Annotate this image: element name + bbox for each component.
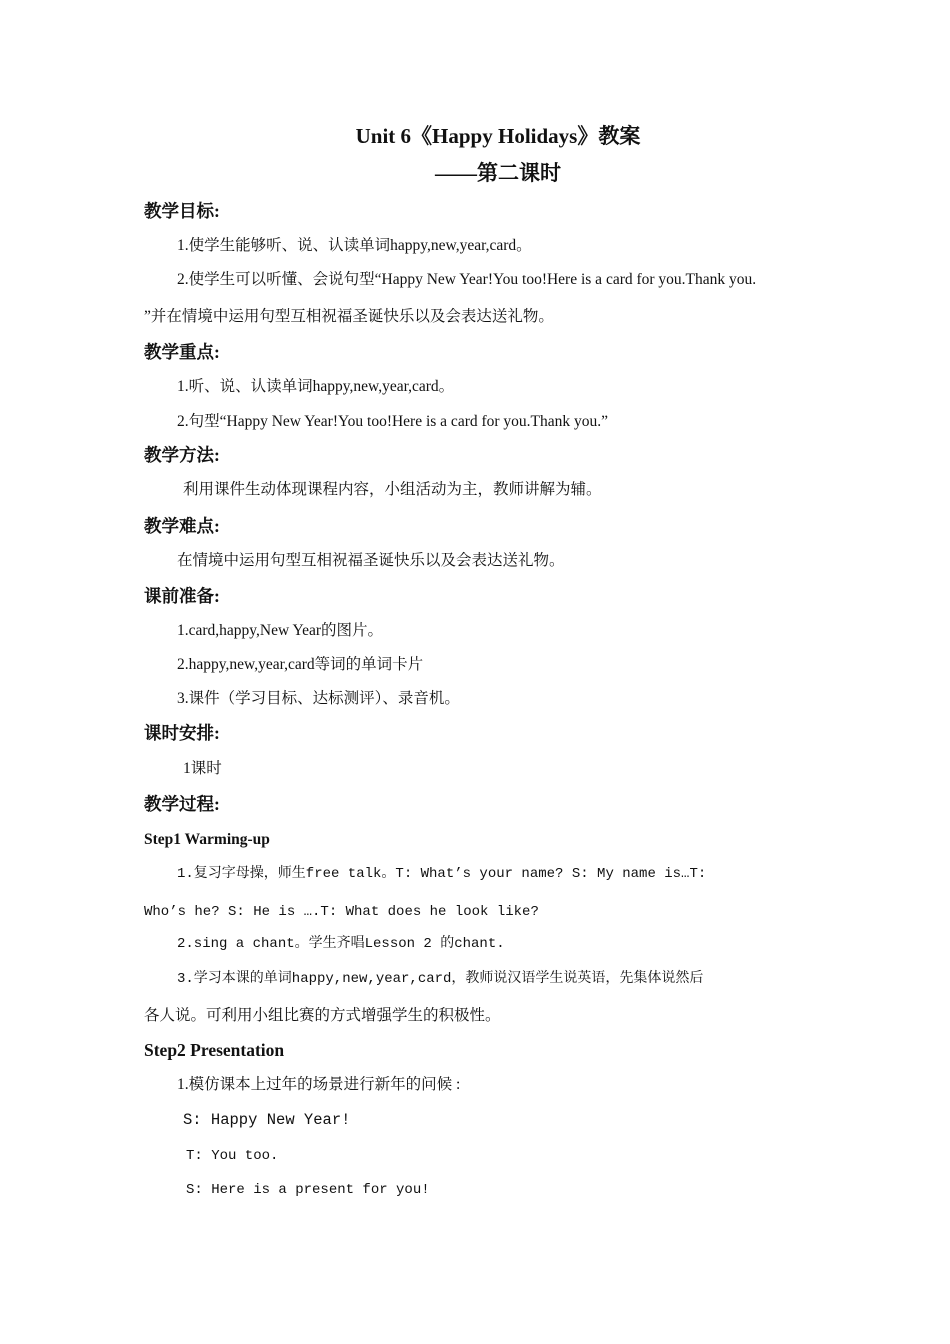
step2-title: Step2 Presentation [144, 1040, 285, 1060]
preparation-heading: 课前准备: [144, 586, 220, 606]
step1-item-1-cont: Who’s he? S: He is ….T: What does he look like? [144, 904, 539, 920]
step1-item-3: 3.学习本课的单词happy,new,year,card，教师说汉语学生说英语，先集体说然后 [177, 971, 704, 987]
key-points-heading: 教学重点: [144, 342, 220, 362]
objective-item-2-cont: ”并在情境中运用句型互相祝福圣诞快乐以及会表达送礼物。 [144, 308, 554, 325]
step2-item-1: 1.模仿课本上过年的场景进行新年的问候 : [177, 1076, 461, 1093]
dialog-line-2: T: You too. [186, 1148, 279, 1164]
difficulties-text: 在情境中运用句型互相祝福圣诞快乐以及会表达送礼物。 [177, 552, 565, 569]
methods-heading: 教学方法: [144, 445, 220, 465]
step1-title: Step1 Warming-up [144, 831, 270, 848]
document-subtitle: ——第二课时 [435, 161, 561, 185]
schedule-heading: 课时安排: [144, 723, 220, 743]
step1-item-1: 1.复习字母操，师生free talk。T: What’s your name? S: My name is…T: [177, 866, 707, 882]
process-heading: 教学过程: [144, 794, 220, 814]
preparation-item-2: 2.happy,new,year,card等词的单词卡片 [177, 656, 424, 673]
step1-item-2: 2.sing a chant。学生齐唱Lesson 2 的chant. [177, 936, 505, 952]
objective-item-2: 2.使学生可以听懂、会说句型“Happy New Year!You too!Here is a card for you.Thank you. [177, 271, 757, 288]
document-title: Unit 6《Happy Holidays》教案 [355, 124, 641, 148]
schedule-text: 1课时 [183, 760, 222, 777]
dialog-line-3: S: Here is a present for you! [186, 1182, 430, 1198]
key-point-item-1: 1.听、说、认读单词happy,new,year,card。 [177, 378, 455, 395]
key-point-item-2: 2.句型“Happy New Year!You too!Here is a card for you.Thank you.” [177, 413, 609, 430]
step1-item-3-cont: 各人说。可利用小组比赛的方式增强学生的积极性。 [144, 1007, 501, 1024]
objective-item-1: 1.使学生能够听、说、认读单词happy,new,year,card。 [177, 237, 532, 254]
dialog-line-1: S: Happy New Year! [183, 1111, 351, 1129]
preparation-item-3: 3.课件（学习目标、达标测评）、录音机。 [177, 690, 460, 707]
preparation-item-1: 1.card,happy,New Year的图片。 [177, 622, 384, 639]
difficulties-heading: 教学难点: [144, 516, 220, 536]
methods-text: 利用课件生动体现课程内容，小组活动为主，教师讲解为辅。 [183, 481, 602, 498]
objectives-heading: 教学目标: [144, 201, 220, 221]
